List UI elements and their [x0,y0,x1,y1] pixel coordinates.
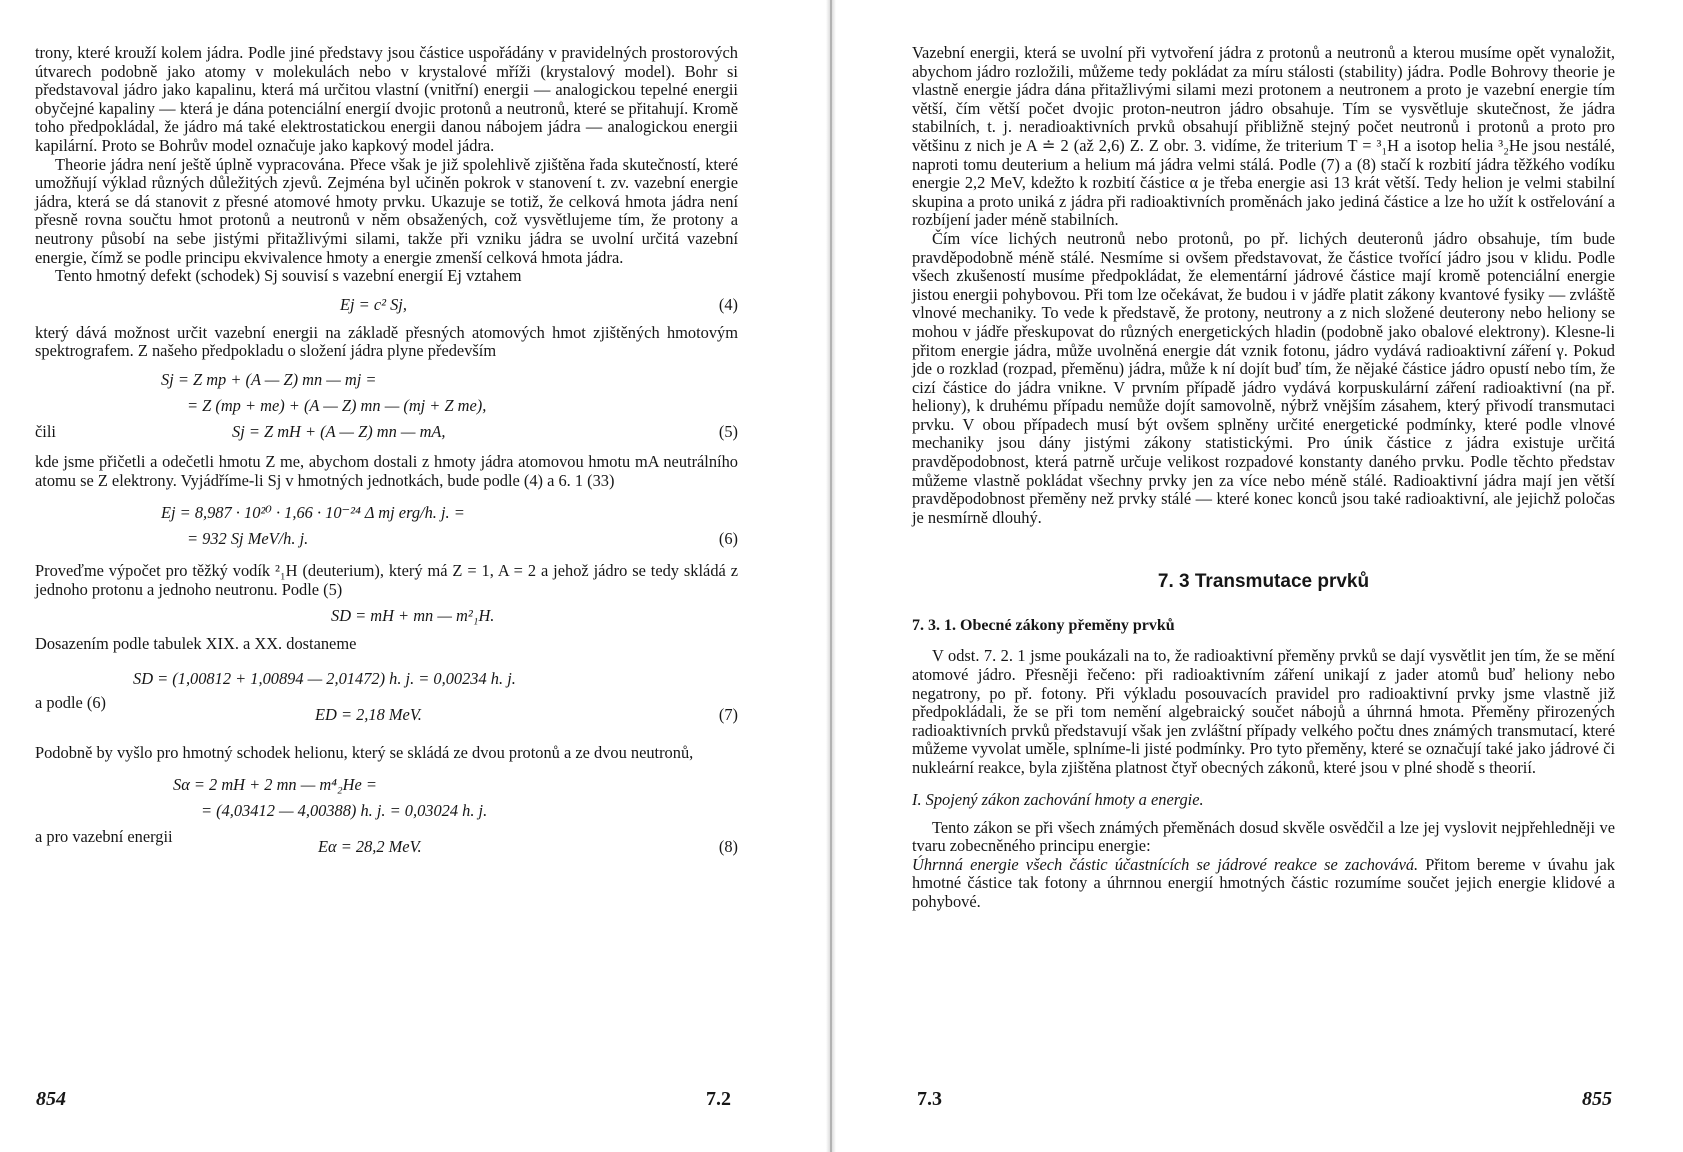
equation-s-alpha-numeric-body: = (4,03412 — 4,00388) h. j. = 0,03024 h. j. [201,801,488,821]
right-paragraph-4: Tento zákon se při všech známých přeměnách dosud skvěle osvědčil a lze jej vyslovit nejpřehledněji ve tvaru zobecněného principu energie: [912,817,1615,856]
equation-8-body: Eα = 28,2 MeV. [318,837,422,857]
equation-s-alpha-body: Sα = 2 mH + 2 mn — m⁴₂He = [173,775,377,795]
equation-8-number: (8) [718,837,738,857]
left-paragraph-8: Podobně by vyšlo pro hmotný schodek helionu, který se skládá ze dvou protonů a ze dvou neutronů, [35,742,694,762]
equation-sd-body: SD = mH + mn — m²₁H. [331,606,495,626]
right-paragraph-5 [912,856,1615,912]
left-paragraph-6: Proveďme výpočet pro těžký vodík ²₁H (deuterium), který má Z = 1, A = 2 a jehož jádro se tedy skládá z jednoho protonu a jednoho neutronu. Podle (5) [35,561,738,599]
equation-7-number: (7) [718,704,738,724]
left-page-number: 854 [36,1088,66,1110]
left-paragraph-3: Tento hmotný defekt (schodek) Sj souvisí s vazební energií Ej vztahem [55,266,522,286]
right-paragraph-3: V odst. 7. 2. 1 jsme poukázali na to, že radioaktivní přeměny prvků se dají vysvětlit jen tím, že se mění atomové jádro. Přesněji řečeno: při radioaktivním záření unikají z jader atomů buď heliony nebo negatrony, po př. fotony. Při výkladu posouvacích pravidel pro radioaktivní prvky jsme vlastně již předpokládali, že se při tom nemění algebraický součet nábojů a úhrnná hmota. Přeměny přirozených radioaktivních prvků představují však jen zvláštní případy velkého počtu dnes známých transmutací, které můžeme vyvolat uměle, splníme-li jisté podmínky. Pro tyto přeměny, které se označují také jako jádrové či nukleární reakce, byla zjištěna platnost čtyř obecných zákonů, které jsou v plné shodě s theorií. [912,646,1615,777]
equation-6b [35,526,738,552]
law-heading: I. Spojený zákon zachování hmoty a energie. [912,789,1204,809]
right-paragraph-2: Čím více lichých neutronů nebo protonů, po př. lichých deuteronů jádro obsahuje, tím bude pravděpodobně méně stálé. Nesmíme si ovšem představovat, že částice tvořící jádro jsou v klidu. Podle všech zkušeností musíme předpokládat, že elementární jádrové částice mají kromě potenciální energie jistou energii pohybovou. Při tom lze očekávat, že budou i v jádře platit zákony kvantové fysiky — zvláště vlnové mechaniky. To vede k představě, že protony, neutrony a z nich složené deuterony nebo heliony se mohou v jádře přeskupovat do různých energetických hladin (podobně jako obalové elektrony). Klesne-li přitom energie jádra, může uvolněná energie dát vznik fotonu, jádro vydává radioaktivní záření γ. Pokud jde o rozklad (rozpad, přeměnu) jádra, může k ní dojít buď tím, že nějaké částice jádro opustí nebo tím, že cizí částice do jádra vnikne. V prvním případě jádro vydává korpuskulární záření radioaktivní (na př. heliony), k druhému případu nemůže dojít samovolně, nýbrž vnějším zásahem, který přivodí transmutaci prvku. V obou případech musí být ovšem splněny určité energetické podmínky, které podle vlnové mechaniky jsou dány jistými zákony statistickými. Pro únik částice z jádra existuje určitá pravděpodobnost, která patrně určuje velikost rozpadové konstanty daného prvku. Podle těchto představ můžeme vlastně pokládat všechny prvky jen za více nebo méně stálé. Radioaktivní jádra mají jen větší pravděpodobnost přeměny než prvky stálé — které konec konců jsou také radioaktivní, ale jejichž poločas je nesmírně dlouhý. [912,228,1615,527]
equation-4-body: Ej = c² Sj, [340,294,407,314]
equation-4-number: (4) [718,294,738,314]
law-explanation: Přitom bereme v úvahu jak hmotné částice tak fotony a úhrnnou energií hmotných částic rozumíme součet jejich energie klidové a pohybové. [912,854,1615,911]
left-section-marker: 7.2 [706,1088,731,1110]
a-pro-vazebni-label: a pro vazební energii [35,827,173,847]
equation-5a [35,367,738,393]
left-page [35,44,738,860]
left-paragraph-2: Theorie jádra není ještě úplně vypracována. Přece však je již spolehlivě zjištěna řada skutečností, které umožňují výklad různých důležitých zjevů. Zejména byl učiněn pokrok v stanovení t. zv. vazební energie jádra, která se dá stanovit z přesné atomové hmoty prvku. Ukazuje se totiž, že celková hmota jádra není přesně rovna součtu hmot protonů a neutronů v něm obsažených, což vysvětlujeme tím, že protony a neutrony působí na sebe jistými přitažlivými silami, takže při vzniku jádra se uvolní určitá vazební energie, čímž se podle principu ekvivalence hmoty a energie zmenší celková hmota jádra. [35,154,738,267]
equation-6b-body: = 932 Sj MeV/h. j. [187,529,309,549]
equation-sd-numeric-body: SD = (1,00812 + 1,00894 — 2,01472) h. j. = 0,00234 h. j. [133,668,516,688]
right-page-number: 855 [1582,1088,1612,1110]
left-paragraph-1: trony, které krouží kolem jádra. Podle jiné představy jsou částice uspořádány v pravidelných prostorových útvarech podobně jako atomy v molekulách nebo v krystalové mříži (krystalový model). Bohr si představoval jádro jako kapalinu, která má určitou vlastní (vnitřní) energii — analogickou tepelné energii obyčejné kapaliny — která je dána potenciální energií dvojic protonů a neutronů, které se přitahují. Kromě toho předpokládal, že jádro má také elektrostatickou energii danou nábojem jádra — analogickou energii kapilární. Proto se Bohrův model označuje jako kapkový model jádra. [35,43,738,155]
equation-7-body: ED = 2,18 MeV. [315,704,422,724]
a-podle-6-label: a podle (6) [35,692,106,712]
equation-5b [35,393,738,419]
law-statement: Úhrnná energie všech částic účastnících se jádrové reakce se zachovává. [912,854,1419,874]
equation-6a-body: Ej = 8,987 · 10²⁰ · 1,66 · 10⁻²⁴ Δ mj erg/h. j. = [161,503,465,523]
equation-8 [35,828,738,860]
left-paragraph-4: který dává možnost určit vazební energii na základě přesných atomových hmot zjištěných hmotovým spektrografem. Z našeho předpokladu o složení jádra plyne především [35,322,738,361]
equation-6-number: (6) [718,529,738,549]
equation-5a-body: Sj = Z mp + (A — Z) mn — mj = [161,369,377,389]
left-paragraph-5: kde jsme přičetli a odečetli hmotu Z me, abychom dostali z hmoty jádra atomovou hmotu mA neutrálního atomu se Z elektrony. Vyjádříme-li Sj v hmotných jednotkách, bude podle (4) a 6. 1 (33) [35,451,738,490]
book-gutter [826,0,836,1152]
equation-6a [35,500,738,526]
right-paragraph-1: Vazební energii, která se uvolní při vytvoření jádra z protonů a neutronů a kterou musíme opět vynaložit, abychom jádro rozložili, můžeme tedy pokládat za míru stálosti (stability) jádra. Podle Bohrovy theorie je vlastně energie jádra dána přitažlivými silami mezi protonem a neutronem a proto je vazební energie tím větší, čím větší počet dvojic proton-neutron jádro obsahuje. Tím se vysvětluje skutečnost, že jádra stabilních, t. j. neradioaktivních prvků obsahují přibližně stejný počet neutronů i protonů a proto pro většinu z nich je A ≐ 2 (až 2,6) Z. Z obr. 3. vidíme, že triterium T = ³₁H a isotop helia ³₂He jsou nestálé, naproti tomu deuterium a helium má jádra velmi stálá. Podle (7) a (8) stačí k rozbití jádra těžkého vodíku energie 2,2 MeV, kdežto k rozbití částice α je třeba energie asi 13 krát větší. Tedy helion je velmi stabilní skupina a proto uniká z jádra při radioaktivních proměnách jako jediná částice a lze ho užít k ostřelování a rozbíjení jader méně stabilních. [912,43,1615,230]
equation-5b-body: = Z (mp + me) + (A — Z) mn — (mj + Z me), [187,395,487,415]
equation-5c [35,419,738,445]
equation-5-number: (5) [718,421,738,441]
section-heading: 7. 3 Transmutace prvků [1157,571,1370,593]
equation-s-alpha [35,772,738,798]
equation-5c-body: Sj = Z mH + (A — Z) mn — mA, [232,421,446,441]
equation-4 [35,292,738,318]
equation-sd-numeric [35,666,738,692]
equation-7 [35,692,738,728]
right-section-marker: 7.3 [917,1088,942,1110]
equation-sd [35,603,738,629]
left-paragraph-7: Dosazením podle tabulek XIX. a XX. dostaneme [35,634,357,654]
equation-s-alpha-numeric [35,798,738,824]
subsection-heading: 7. 3. 1. Obecné zákony přeměny prvků [912,617,1175,635]
cili-label: čili [35,421,56,441]
right-page [912,44,1615,912]
